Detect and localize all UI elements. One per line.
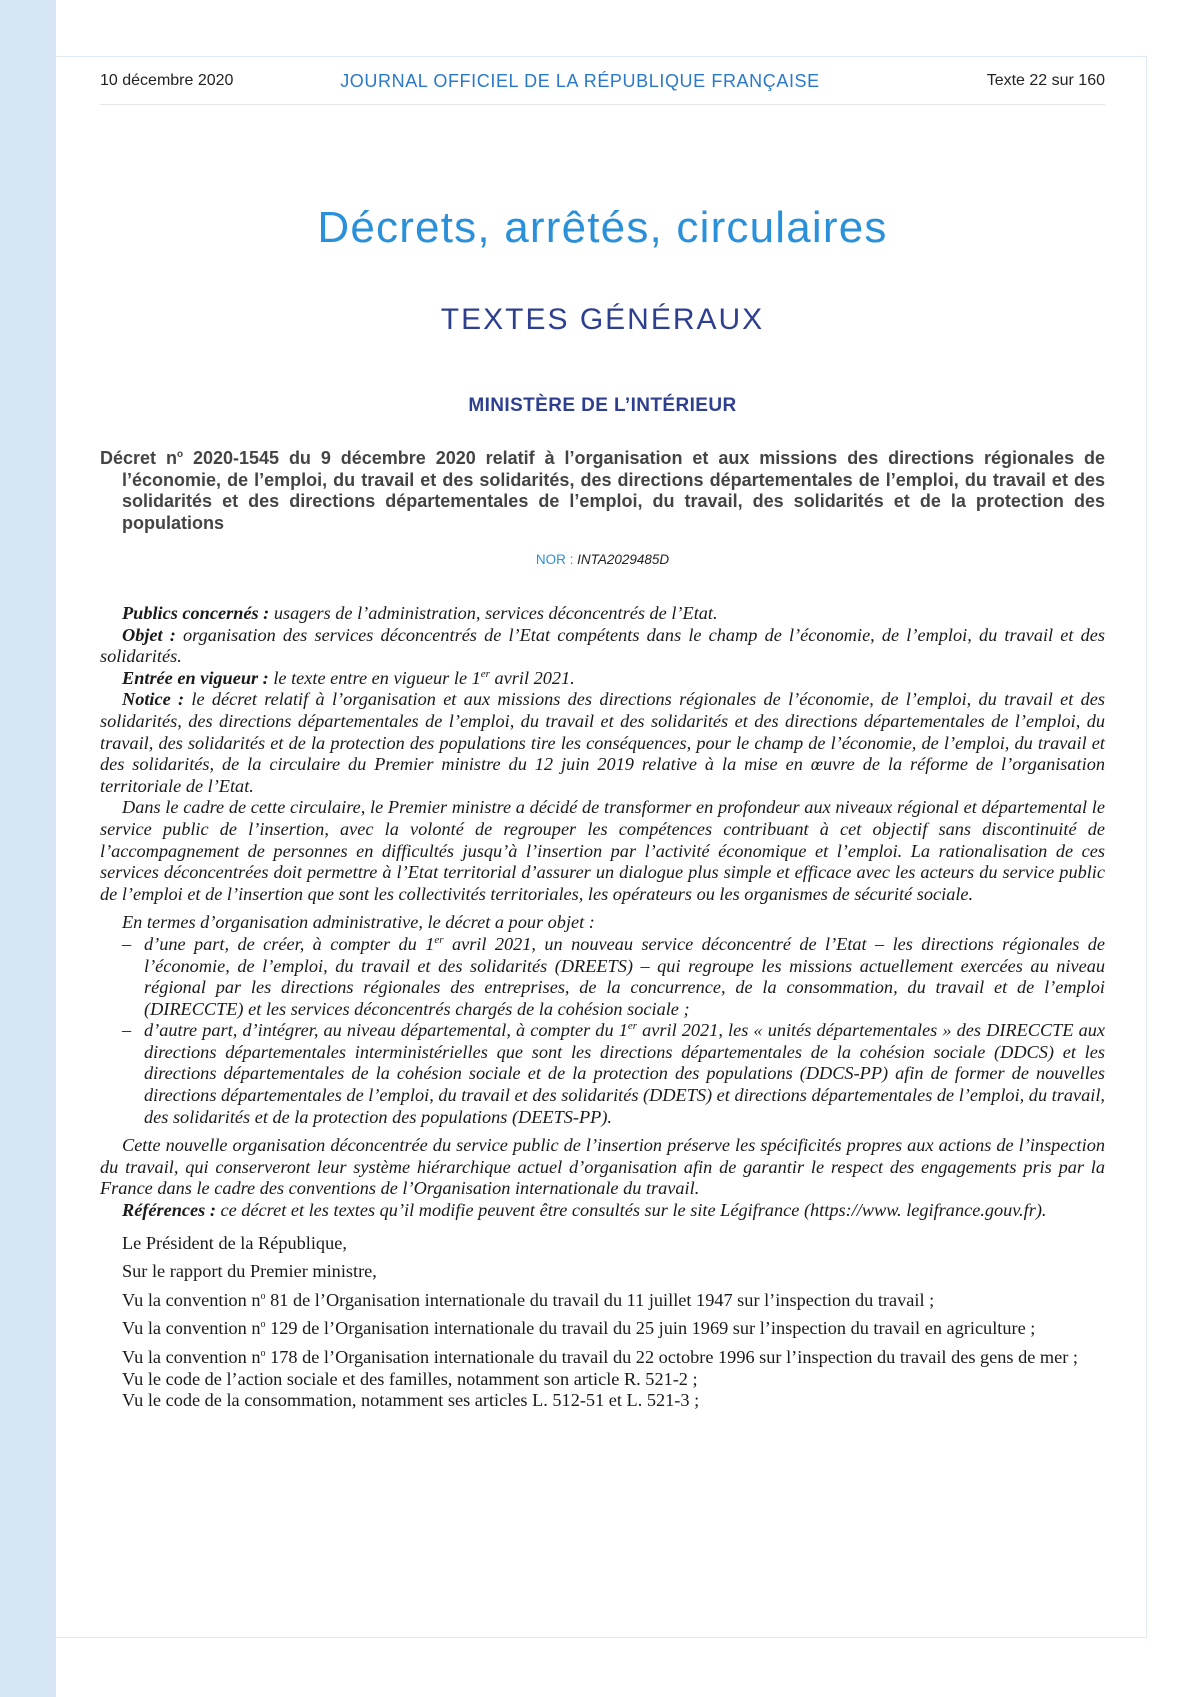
vu-line [100,1347,1105,1369]
references-paragraph [100,1200,1105,1222]
vu-sup: o [260,1347,266,1359]
entree-label: Entrée en vigueur : [122,667,269,688]
publics-paragraph [100,603,1105,625]
objet-label: Objet : [122,624,176,645]
vu-sup: o [260,1290,266,1302]
decree-body [100,603,1105,1412]
vu-text: Vu la convention n [122,1289,261,1310]
vu-text: Vu le code de l’action sociale et des familles, notamment son article R. 521-2 ; [122,1368,698,1389]
text-number: Texte 22 sur 160 [986,72,1105,89]
circulaire-paragraph: Dans le cadre de cette circulaire, le Premier ministre a décidé de transformer en profondeur aux niveaux régional et départemental le service public de l’insertion, avec la volonté de regrouper les compétences contribuant à cet objectif sans discontinuité de l’accompagnement de personnes en difficultés jusqu’à l’insertion par l’activité économique et l’emploi. La rationalisation de ces services déconcentrées doit permettre à l’Etat territorial d’assurer un dialogue plus simple et efficace avec les acteurs du service public de l’emploi et de l’insertion que sont les collectivités territoriales, les opérateurs ou les organismes de sécurité sociale. [100,797,1105,904]
list-item [100,1020,1105,1128]
objet-intro-paragraph: En termes d’organisation administrative, le décret a pour objet : [122,912,595,933]
list-dash: – [122,1020,132,1041]
vu-line [100,1390,1105,1412]
bullet-text: d’une part, de créer, à compter du 1 [144,933,435,954]
vu-text: 129 de l’Organisation internationale du travail du 25 juin 1969 sur l’inspection du travail en agriculture ; [265,1318,1036,1339]
ministry-name: MINISTÈRE DE L’INTÉRIEUR [468,395,737,416]
document-page [100,0,1105,1697]
entree-sup: er [480,667,490,680]
vu-sup: o [260,1319,266,1331]
header-divider [100,104,1105,105]
decree-number-sup: o [176,449,184,460]
page-margin-band [0,0,56,1697]
publication-date: 10 décembre 2020 [100,72,234,89]
bullet-sup: er [434,933,444,946]
bullet-text: avril 2021, un nouveau service déconcentré de l’Etat – les directions régionales de l’économie, de l’emploi, du travail et des solidarités (DREETS) – qui regroupe les missions actuellement exercées au niveau régional par les directions régionales des entreprises, de la concurrence, de la consommation, du travail et de l’emploi (DIRECCTE) et les services déconcentrés chargés de la cohésion sociale ; [144,933,1105,1019]
publics-text: usagers de l’administration, services déconcentrés de l’Etat. [269,603,718,623]
references-label: Références : [122,1200,216,1221]
bullet-text: avril 2021, les « unités départementales » des DIRECCTE aux directions départementales interministérielles que sont les directions départementales de la cohésion sociale (DDCS) et les directions départementales de la cohésion sociale et de la protection des populations (DDCS-PP) afin de former de nouvelles directions départementales de l’emploi, du travail et des solidarités (DDETS) et directions départementales de l’emploi, du travail, des solidarités et de la protection des populations (DEETS-PP). [144,1020,1105,1127]
vu-text: Vu la convention n [122,1347,261,1367]
nor-reference [100,552,1105,567]
objet-paragraph [100,625,1105,668]
nor-value: INTA2029485D [577,552,670,567]
list-item [100,934,1105,1020]
notice-label: Notice : [122,689,185,710]
notice-text: le décret relatif à l’organisation et aux missions des directions régionales de l’économie, de l’emploi, du travail et des solidarités, des directions départementales de l’emploi, du travail et des solidarités et des directions départementales de l’emploi, du travail, des solidarités et de la protection des populations tire les conséquences, pour le champ de l’économie, de l’emploi, du travail et des solidarités, de la circulaire du Premier ministre du 12 juin 2019 relative à la mise en œuvre de la réforme de l’organisation territoriale de l’Etat. [100,689,1106,796]
list-dash: – [122,933,132,954]
vu-text: 81 de l’Organisation internationale du travail du 11 juillet 1947 sur l’inspection du travail ; [265,1289,935,1310]
president-line: Le Président de la République, [122,1232,347,1253]
entree-paragraph [100,668,1105,690]
section-title: TEXTES GÉNÉRAUX [440,303,765,336]
vu-line [100,1318,1105,1340]
journal-name: JOURNAL OFFICIEL DE LA RÉPUBLIQUE FRANÇAISE [340,71,820,91]
rapport-line: Sur le rapport du Premier ministre, [122,1261,377,1282]
bullet-text: d’autre part, d’intégrer, au niveau départemental, à compter du 1 [144,1020,628,1041]
vu-text: 178 de l’Organisation internationale du travail du 22 octobre 1996 sur l’inspection du travail des gens de mer ; [265,1347,1078,1367]
vu-text: Vu la convention n [122,1318,261,1339]
entree-text: le texte entre en vigueur le 1 [268,667,481,688]
publics-label: Publics concernés : [122,603,270,623]
objet-text: organisation des services déconcentrés de l’Etat compétents dans le champ de l’économie, de l’emploi, du travail et des solidarités. [100,624,1105,667]
main-title: Décrets, arrêtés, circulaires [317,203,888,252]
vu-line [100,1290,1105,1312]
decree-title-prefix: Décret n [100,448,177,468]
notice-paragraph [100,689,1105,797]
insertion-paragraph: Cette nouvelle organisation déconcentrée du service public de l’insertion préserve les spécificités propres aux actions de l’inspection du travail, qui conserveront leur système hiérarchique actuel d’organisation afin de garantir le respect des engagements pris par la France dans le cadre des conventions de l’Organisation internationale du travail. [100,1135,1105,1199]
objet-list [100,934,1105,1128]
decree-title-rest: 2020-1545 du 9 décembre 2020 relatif à l’organisation et aux missions des directions régionales de l’économie, de l’emploi, du travail et des solidarités, des directions départementales de l’emploi, du travail et des solidarités et des directions départementales de l’emploi, du travail, des solidarités et de la protection des populations [122,448,1105,533]
decree-title [100,448,1105,534]
vu-line [100,1369,1105,1391]
journal-header [100,72,1105,98]
references-text: ce décret et les textes qu’il modifie peuvent être consultés sur le site Légifrance (https://www. legifrance.gouv.fr). [215,1200,1047,1221]
bullet-sup: er [627,1020,638,1033]
entree-text-end: avril 2021. [489,667,575,688]
vu-text: Vu le code de la consommation, notamment ses articles L. 512-51 et L. 521-3 ; [122,1390,700,1411]
nor-label: NOR : [535,552,578,567]
